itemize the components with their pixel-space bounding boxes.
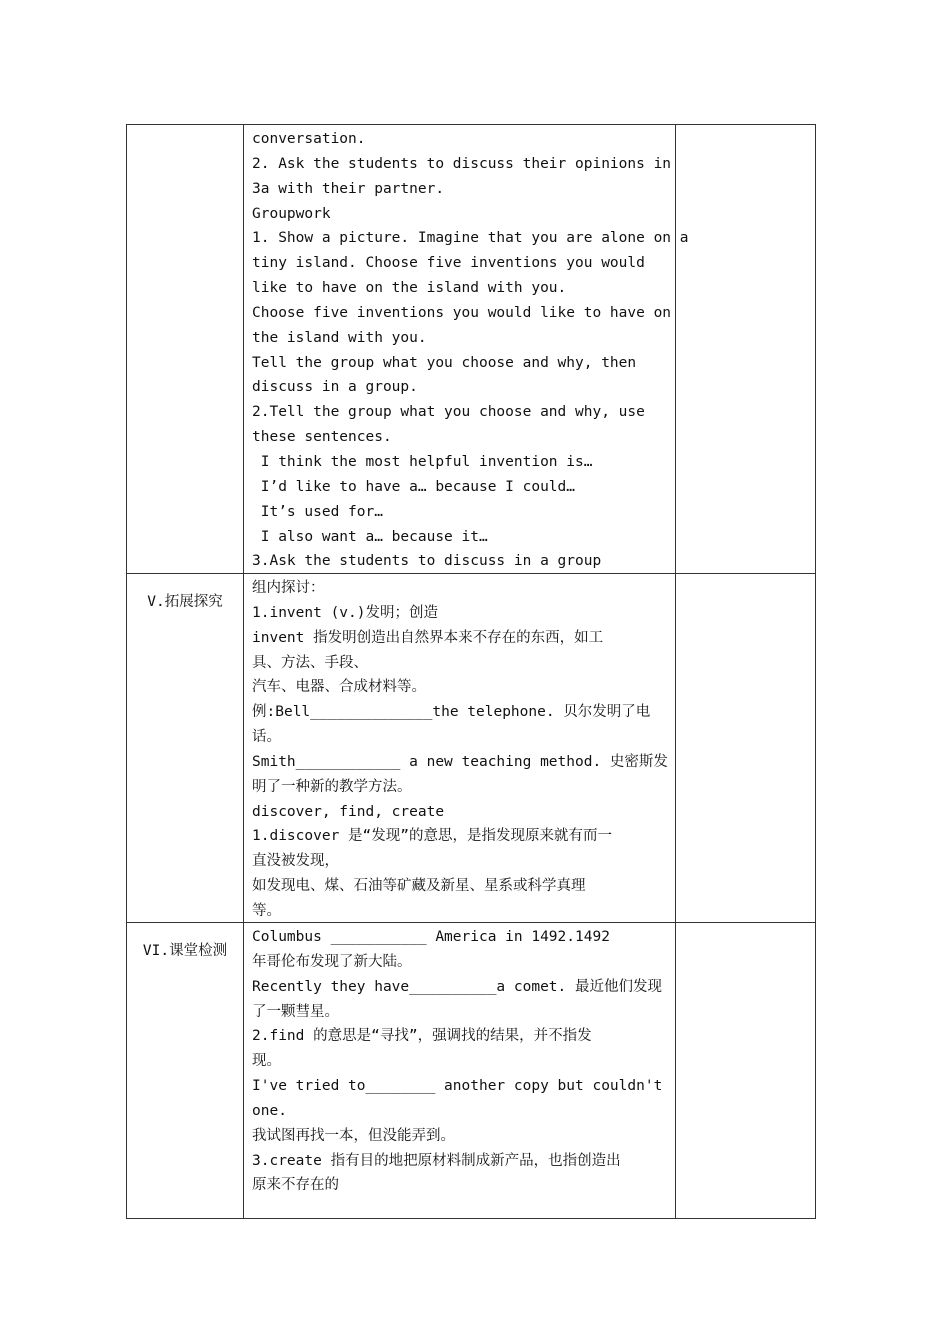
text-line: 我试图再找一本，但没能弄到。 <box>252 1127 455 1144</box>
text-line: 1.invent (v.)发明；创造 <box>252 604 438 621</box>
text-line: tiny island. Choose five inventions you would <box>252 255 645 272</box>
text-line: these sentences. <box>252 429 392 446</box>
row-notes-cell <box>676 574 815 922</box>
row-content <box>244 125 689 573</box>
text-line: I’d like to have a… because I could… <box>252 478 576 495</box>
text-line: 现。 <box>252 1053 281 1070</box>
table-row <box>127 125 815 574</box>
text-line: invent 指发明创造出自然界本来不存在的东西，如工 <box>252 629 604 646</box>
text-line: 了一颗彗星。 <box>252 1003 339 1020</box>
text-line: discover, find, create <box>252 803 445 820</box>
text-line: 2. Ask the students to discuss their opinions in <box>252 155 672 172</box>
row-notes-cell <box>676 923 815 1218</box>
text-line: 3.Ask the students to discuss in a group <box>252 553 602 570</box>
row-label: V.拓展探究 <box>127 574 244 922</box>
row-label: VI.课堂检测 <box>127 923 244 1218</box>
text-line: 2.find 的意思是“寻找”，强调找的结果，并不指发 <box>252 1028 592 1045</box>
text-line: one. <box>252 1102 287 1119</box>
text-line: 例:Bell______________the telephone. 贝尔发明了电 <box>252 704 651 721</box>
row-content <box>244 923 676 1218</box>
text-line: I also want a… because it… <box>252 528 488 545</box>
text-line: like to have on the island with you. <box>252 280 567 297</box>
table-row <box>127 923 815 1218</box>
text-line: Tell the group what you choose and why, then <box>252 354 637 371</box>
text-line: 明了一种新的教学方法。 <box>252 778 412 795</box>
text-line: Columbus ___________ America in 1492.1492 <box>252 929 610 945</box>
text-line: discuss in a group. <box>252 379 418 396</box>
row-label <box>127 125 244 573</box>
text-line: 3.create 指有目的地把原材料制成新产品，也指创造出 <box>252 1152 621 1169</box>
text-line: I think the most helpful invention is… <box>252 453 593 470</box>
text-line: 具、方法、手段、 <box>252 654 368 671</box>
text-line: Recently they have__________a comet. 最近他们发现 <box>252 978 662 995</box>
row-notes-cell <box>676 125 815 573</box>
text-line: 3a with their partner. <box>252 180 445 197</box>
lesson-table <box>126 124 816 1219</box>
text-line: 原来不存在的 <box>252 1177 339 1194</box>
text-line: Groupwork <box>252 205 331 222</box>
text-line: Smith____________ a new teaching method. 史密斯发 <box>252 753 668 770</box>
text-line: It’s used for… <box>252 503 383 520</box>
text-line: 如发现电、煤、石油等矿藏及新星、星系或科学真理 <box>252 878 586 895</box>
table-row <box>127 574 815 923</box>
text-line: 等。 <box>252 902 281 919</box>
row-content <box>244 574 676 922</box>
text-line: 1. Show a picture. Imagine that you are alone on a <box>252 230 689 247</box>
text-line: I've tried to________ another copy but couldn't <box>252 1078 663 1095</box>
text-line: the island with you. <box>252 329 427 346</box>
text-line: 年哥伦布发现了新大陆。 <box>252 953 412 970</box>
text-line: conversation. <box>252 131 366 147</box>
text-line: 组内探讨： <box>252 580 325 596</box>
text-line: 汽车、电器、合成材料等。 <box>252 679 426 696</box>
text-line: 话。 <box>252 729 281 746</box>
text-line: 1.discover 是“发现”的意思，是指发现原来就有而一 <box>252 828 612 845</box>
text-line: 直没被发现， <box>252 853 339 870</box>
text-line: Choose five inventions you would like to have on <box>252 304 672 321</box>
text-line: 2.Tell the group what you choose and why, use <box>252 404 645 421</box>
